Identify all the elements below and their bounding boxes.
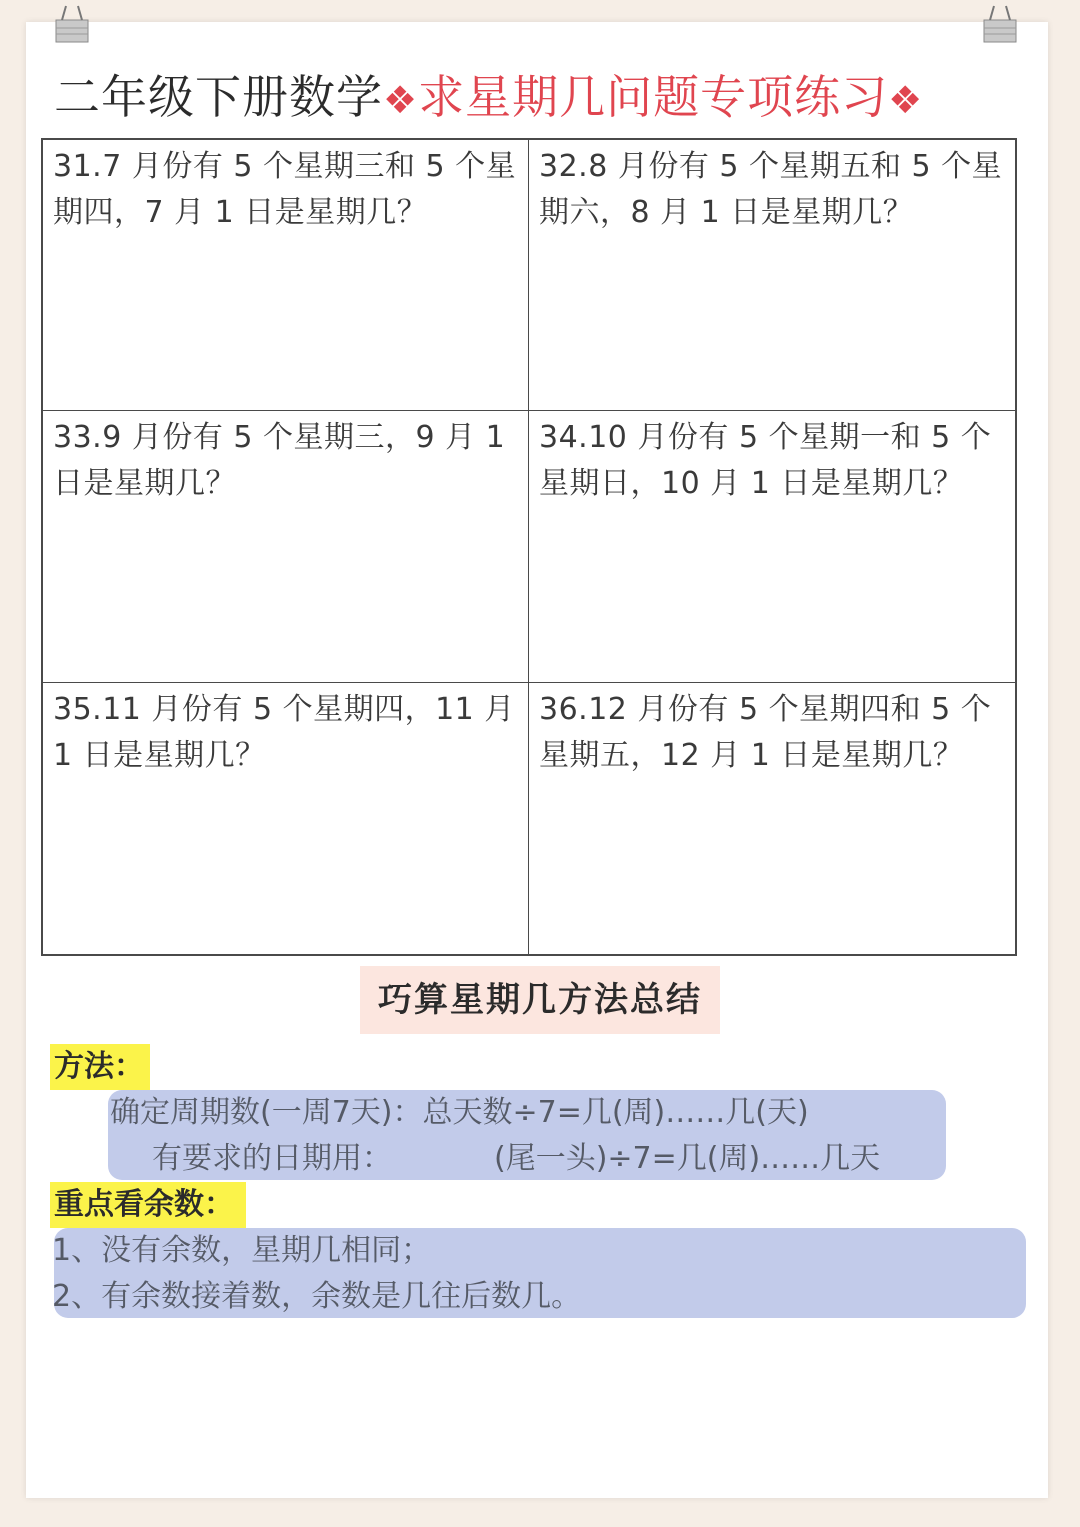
title-grade-text: 二年级下册数学 [54,70,383,124]
binder-clip-icon [980,4,1020,44]
problem-text: 34.10 月份有 5 个星期一和 5 个 [539,420,992,456]
problem-text: 星期五，12 月 1 日是星期几？ [539,737,964,773]
problem-text: 期六，8 月 1 日是星期几？ [539,195,914,230]
problem-cell [529,411,1015,682]
page-title [54,62,1044,132]
binder-clip-icon [52,4,92,44]
remainder-focus-label: 重点看余数： [50,1182,246,1228]
summary-heading: 巧算星期几方法总结 [360,966,720,1034]
problem-cell [529,683,1015,954]
title-topic-text: 求星期几问题专项练习 [418,70,889,124]
problem-cell [43,411,529,682]
problem-text: 35.11 月份有 5 个星期四，11 月 [53,691,515,727]
problem-cell [43,683,529,954]
method-date-label: 有要求的日期用： [152,1141,392,1176]
remainder-rule: 2、有余数接着数，余数是几往后数几。 [52,1279,582,1314]
problem-text: 31.7 月份有 5 个星期三和 5 个星 [53,149,517,184]
method-line: 确定周期数(一周7天)：总天数÷7=几(周)……几(天) [110,1095,809,1130]
method-label: 方法： [50,1044,150,1090]
problem-grid [41,138,1017,956]
problem-text: 36.12 月份有 5 个星期四和 5 个 [539,691,992,727]
problem-text: 33.9 月份有 5 个星期三，9 月 1 [53,420,506,456]
method-date-formula: (尾一头)÷7=几(周)……几天 [494,1141,881,1176]
problem-text: 星期日，10 月 1 日是星期几？ [539,466,964,502]
problem-cell [529,140,1015,411]
problem-cell [43,140,529,411]
problem-text: 期四，7 月 1 日是星期几？ [53,195,428,230]
problem-text: 1 日是星期几？ [53,737,266,773]
problem-text: 32.8 月份有 5 个星期五和 5 个星 [539,149,1003,184]
diamond-ornament-icon: ❖ [888,78,924,122]
diamond-ornament-icon: ❖ [383,78,419,122]
problem-text: 日是星期几？ [53,466,236,502]
remainder-rule: 1、没有余数，星期几相同； [52,1233,432,1268]
